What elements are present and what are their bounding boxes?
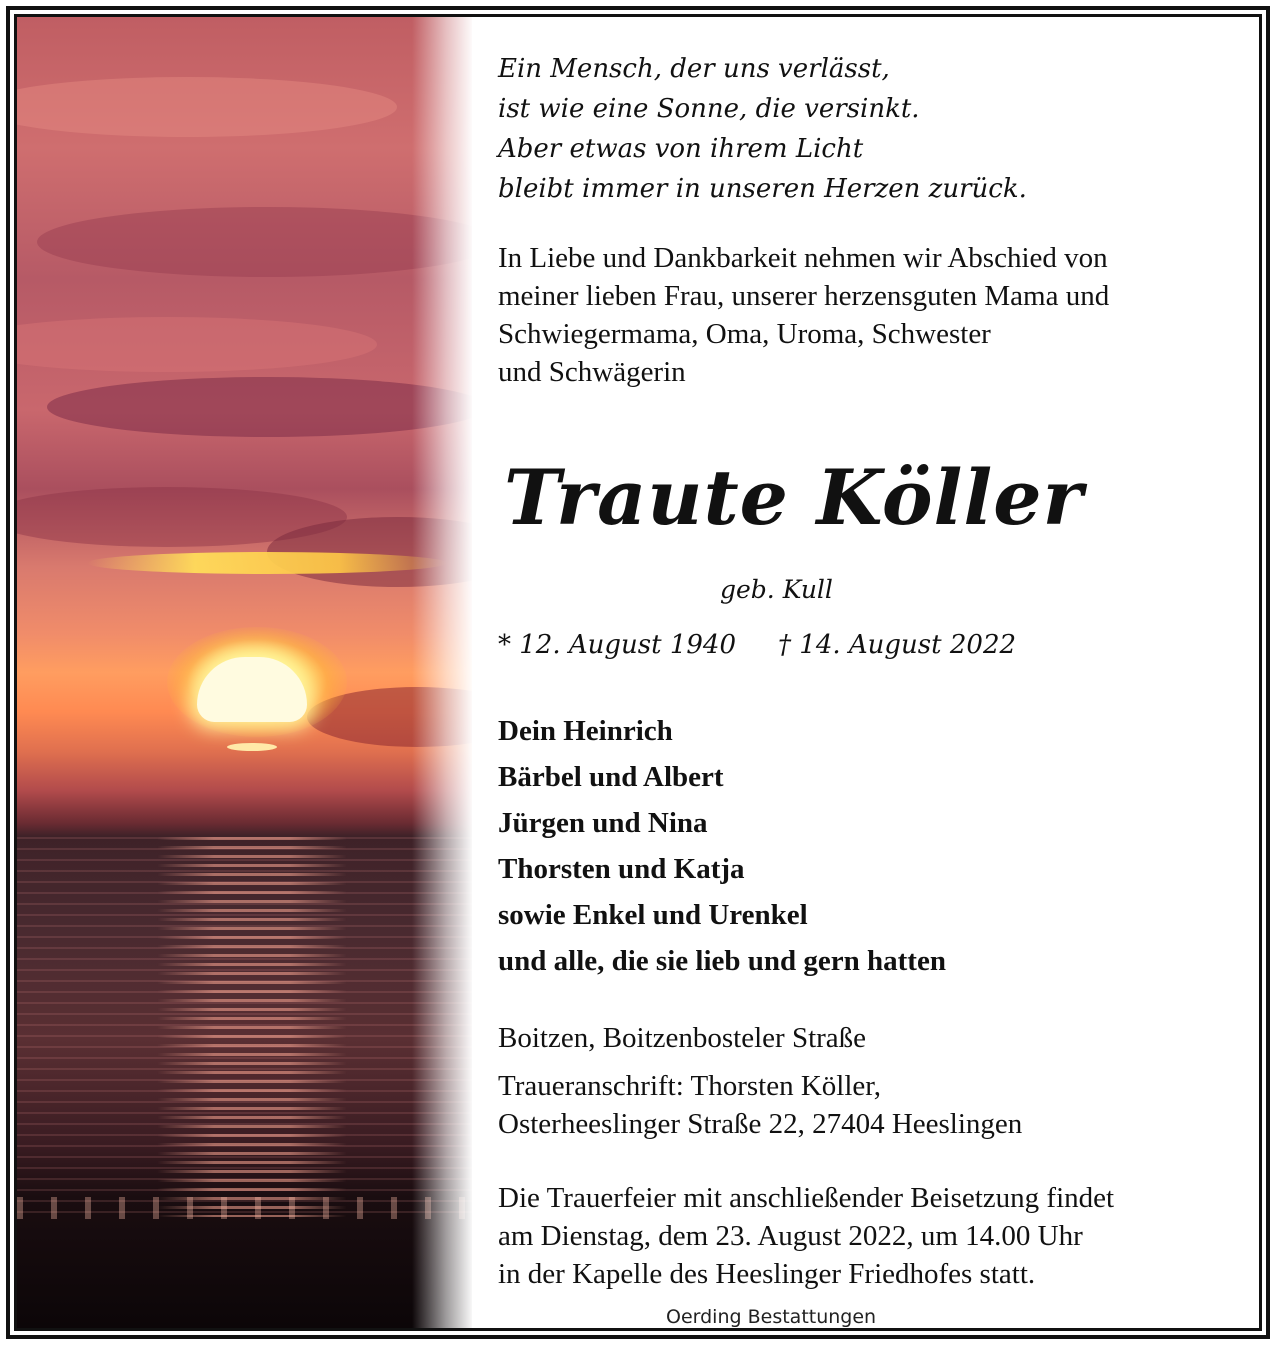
sunset-cloud: [37, 207, 472, 277]
birth-date: * 12. August 1940: [498, 630, 737, 660]
funeral-info: [498, 1179, 1114, 1293]
mourning-address-line: Traueranschrift: Thorsten Köller,: [498, 1070, 882, 1102]
sunset-cloud: [17, 317, 377, 372]
memorial-poem: [498, 49, 1027, 209]
sunset-photo: [17, 17, 472, 1328]
mourner-item: Dein Heinrich: [498, 715, 673, 747]
intro-line: meiner lieben Frau, unserer herzensguten Mama und: [498, 280, 1110, 312]
address-block: [498, 1019, 1022, 1143]
sun-sliver: [227, 743, 277, 751]
mourner-item: Thorsten und Katja: [498, 853, 745, 885]
intro-line: und Schwägerin: [498, 356, 686, 388]
poem-line: bleibt immer in unseren Herzen zurück.: [498, 174, 1027, 204]
birth-name: geb. Kull: [720, 575, 833, 604]
residence: Boitzen, Boitzenbosteler Straße: [498, 1022, 867, 1054]
intro-line: In Liebe und Dankbarkeit nehmen wir Abschied von: [498, 242, 1108, 274]
mourner-item: sowie Enkel und Urenkel: [498, 899, 808, 931]
sunset-glow-band: [87, 552, 447, 574]
intro-line: Schwiegermama, Oma, Uroma, Schwester: [498, 318, 991, 350]
sunset-cloud: [17, 77, 397, 137]
farewell-intro: [498, 239, 1109, 391]
poem-line: Aber etwas von ihrem Licht: [498, 134, 864, 164]
life-dates: [498, 626, 1016, 664]
funeral-line: in der Kapelle des Heeslinger Friedhofes statt.: [498, 1258, 1036, 1290]
undertaker-name: Oerding Bestattungen: [666, 1306, 877, 1328]
groyne-posts: [17, 1197, 472, 1219]
deceased-name: Traute Köller: [504, 453, 1084, 542]
mourner-item: Bärbel und Albert: [498, 761, 724, 793]
mourner-item: Jürgen und Nina: [498, 807, 708, 839]
sun-reflection: [157, 837, 347, 1217]
mourning-address-line: Osterheeslinger Straße 22, 27404 Heeslingen: [498, 1108, 1023, 1140]
funeral-line: Die Trauerfeier mit anschließender Beisetzung findet: [498, 1182, 1115, 1214]
notice-text: [498, 17, 1258, 1328]
death-date: † 14. August 2022: [778, 630, 1017, 660]
mourners-list: [498, 710, 946, 986]
funeral-line: am Dienstag, dem 23. August 2022, um 14.00 Uhr: [498, 1220, 1083, 1252]
poem-line: Ein Mensch, der uns verlässt,: [498, 54, 890, 84]
photo-edge-fade: [412, 17, 472, 1328]
poem-line: ist wie eine Sonne, die versinkt.: [498, 94, 920, 124]
obituary-notice: [14, 14, 1262, 1331]
mourner-item: und alle, die sie lieb und gern hatten: [498, 945, 946, 977]
sunset-cloud: [47, 377, 472, 437]
